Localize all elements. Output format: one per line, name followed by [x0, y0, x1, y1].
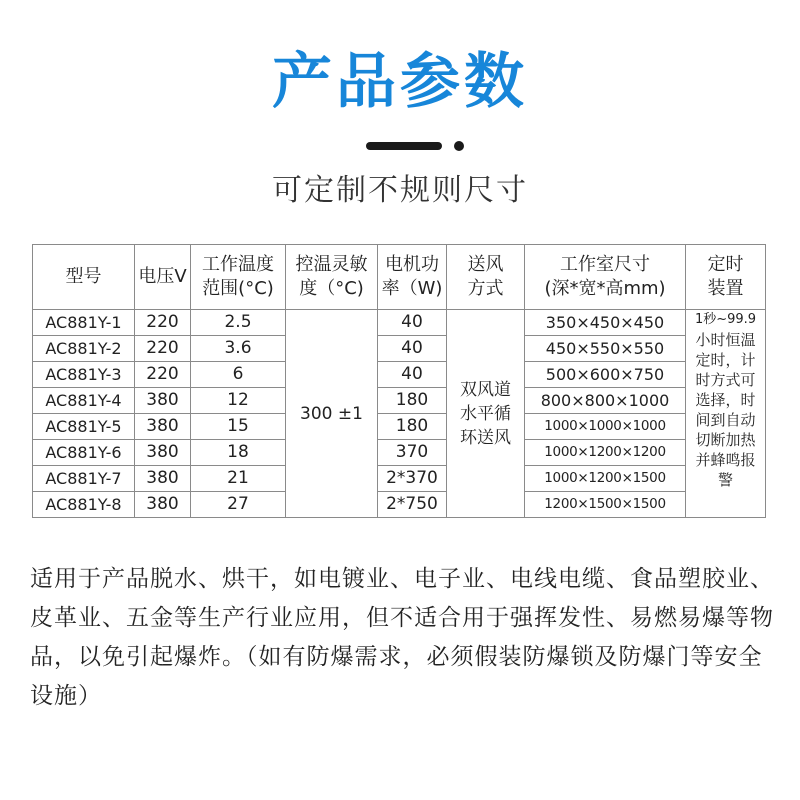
cell-chamber-size: 500×600×750 [525, 362, 686, 388]
table-row [33, 362, 766, 388]
usage-description: 适用于产品脱水、烘干，如电镀业、电子业、电线电缆、食品塑胶业、皮革业、五金等生产行业应用，但不适合用于强挥发性、易燃易爆等物品，以免引起爆炸。（如有防爆需求，必须假装防爆锁及防爆门等安全设施） [30, 566, 774, 709]
header-timer [686, 245, 766, 310]
cell-temp: 3.6 [191, 336, 286, 362]
title-divider-dot [454, 141, 464, 151]
cell-model: AC881Y-5 [33, 414, 135, 440]
header-chamber-line2: (深*宽*高mm) [544, 278, 666, 299]
cell-chamber-size: 1000×1000×1000 [525, 414, 686, 440]
cell-voltage: 220 [135, 362, 191, 388]
cell-chamber-size: 800×800×1000 [525, 388, 686, 414]
cell-motor: 40 [378, 310, 447, 336]
spec-table [32, 244, 766, 518]
cell-model: AC881Y-7 [33, 466, 135, 492]
cell-chamber-size: 1000×1200×1500 [525, 466, 686, 492]
cell-voltage: 380 [135, 414, 191, 440]
header-chamber-size [525, 245, 686, 310]
cell-chamber-size: 450×550×550 [525, 336, 686, 362]
cell-sensitivity: 300 ±1 [286, 310, 378, 518]
cell-airflow [447, 310, 525, 518]
header-voltage: 电压V [135, 245, 191, 310]
table-row [33, 310, 766, 336]
airflow-line: 水平循 [460, 403, 511, 424]
cell-temp: 6 [191, 362, 286, 388]
table-row [33, 492, 766, 518]
timer-line: 定时，计 [695, 351, 756, 369]
table-row [33, 440, 766, 466]
timer-line: 切断加热 [695, 431, 756, 449]
cell-motor: 180 [378, 388, 447, 414]
table-row [33, 388, 766, 414]
table-header-row [33, 245, 766, 310]
table-row [33, 414, 766, 440]
cell-temp: 12 [191, 388, 286, 414]
table-row [33, 336, 766, 362]
header-temp-range-line2: 范围(°C) [202, 278, 274, 299]
timer-line: 并蜂鸣报 [695, 451, 756, 469]
header-temp-range [191, 245, 286, 310]
timer-line: 时方式可 [695, 371, 756, 389]
cell-motor: 40 [378, 362, 447, 388]
cell-model: AC881Y-8 [33, 492, 135, 518]
cell-model: AC881Y-4 [33, 388, 135, 414]
header-motor-line2: 率（W) [381, 278, 443, 299]
airflow-line: 环送风 [460, 427, 511, 448]
cell-motor: 40 [378, 336, 447, 362]
cell-temp: 21 [191, 466, 286, 492]
header-timer-line1: 定时 [707, 254, 744, 275]
timer-line: 小时恒温 [695, 331, 756, 349]
cell-motor: 180 [378, 414, 447, 440]
cell-timer [686, 310, 766, 518]
cell-voltage: 380 [135, 388, 191, 414]
header-sensitivity-line2: 度（°C) [299, 278, 364, 299]
page-title: 产品参数 [272, 47, 528, 117]
header-motor-line1: 电机功 [385, 254, 439, 275]
header-sensitivity [286, 245, 378, 310]
cell-model: AC881Y-3 [33, 362, 135, 388]
cell-temp: 27 [191, 492, 286, 518]
header-airflow [447, 245, 525, 310]
cell-motor: 2*750 [378, 492, 447, 518]
cell-model: AC881Y-1 [33, 310, 135, 336]
header-sensitivity-line1: 控温灵敏 [295, 254, 368, 275]
header-chamber-line1: 工作室尺寸 [560, 254, 650, 275]
cell-model: AC881Y-2 [33, 336, 135, 362]
cell-voltage: 220 [135, 336, 191, 362]
cell-voltage: 380 [135, 492, 191, 518]
cell-model: AC881Y-6 [33, 440, 135, 466]
table-row [33, 466, 766, 492]
cell-voltage: 380 [135, 466, 191, 492]
timer-line: 选择，时 [695, 391, 756, 409]
cell-chamber-size: 350×450×450 [525, 310, 686, 336]
header-airflow-line1: 送风 [467, 254, 504, 275]
timer-line: 间到自动 [695, 411, 756, 429]
airflow-line: 双风道 [460, 379, 511, 400]
header-model: 型号 [33, 245, 135, 310]
title-divider-bar [366, 142, 442, 150]
cell-voltage: 380 [135, 440, 191, 466]
cell-chamber-size: 1200×1500×1500 [525, 492, 686, 518]
header-temp-range-line1: 工作温度 [202, 254, 274, 275]
cell-motor: 370 [378, 440, 447, 466]
cell-temp: 2.5 [191, 310, 286, 336]
cell-temp: 15 [191, 414, 286, 440]
header-timer-line2: 装置 [707, 278, 744, 299]
header-airflow-line2: 方式 [467, 278, 504, 299]
cell-motor: 2*370 [378, 466, 447, 492]
cell-chamber-size: 1000×1200×1200 [525, 440, 686, 466]
header-motor [378, 245, 447, 310]
timer-line: 警 [717, 471, 733, 489]
cell-temp: 18 [191, 440, 286, 466]
cell-voltage: 220 [135, 310, 191, 336]
timer-line: 1秒~99.9 [694, 312, 757, 327]
page-subtitle: 可定制不规则尺寸 [272, 173, 528, 208]
